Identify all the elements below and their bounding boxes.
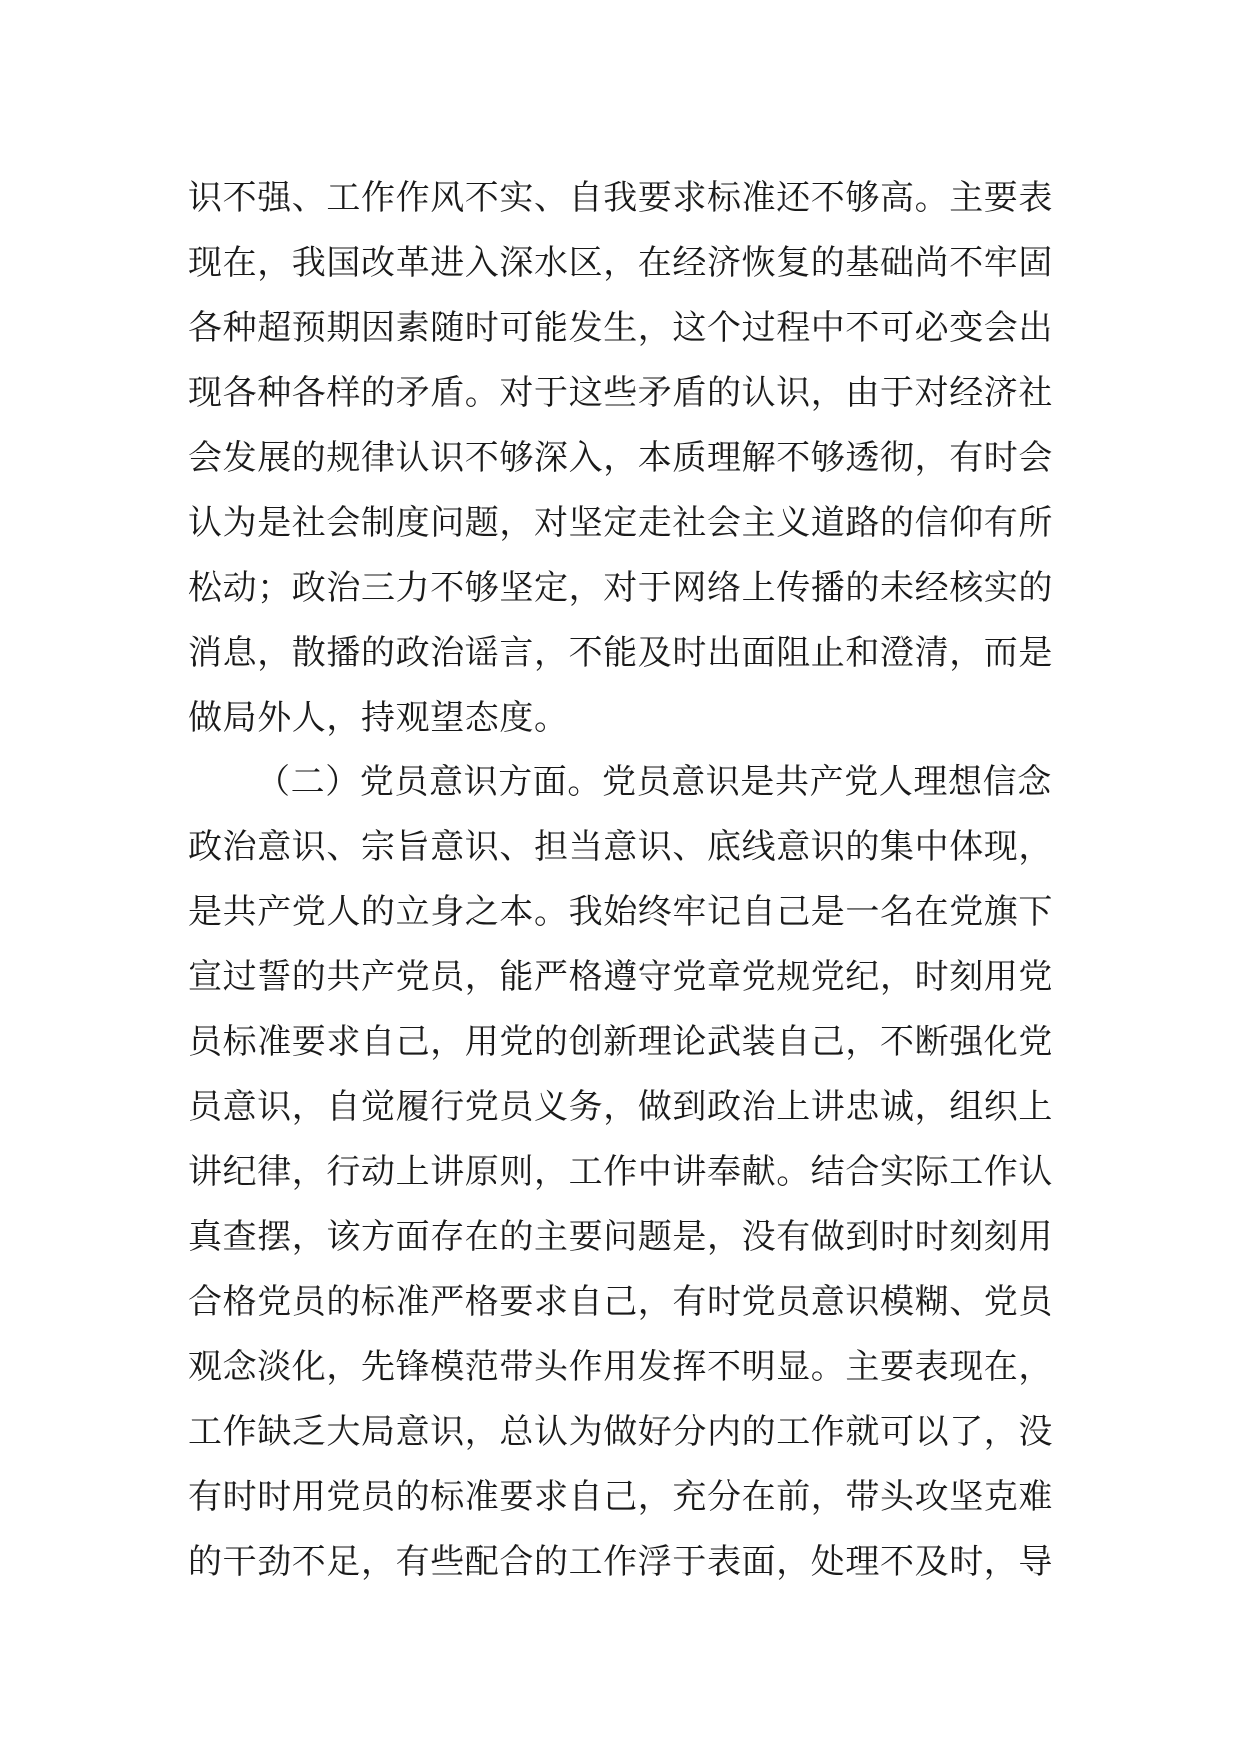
- text-line: 员标准要求自己，用党的创新理论武装自己，不断强化党: [188, 1022, 1053, 1062]
- text-line: 松动；政治三力不够坚定，对于网络上传播的未经核实的: [188, 568, 1053, 608]
- paragraph-1: [188, 166, 1054, 751]
- text-line: 有时时用党员的标准要求自己，充分在前，带头攻坚克难: [188, 1477, 1053, 1517]
- text-line: 会发展的规律认识不够深入，本质理解不够透彻，有时会: [188, 438, 1053, 478]
- text-line: 现在，我国改革进入深水区，在经济恢复的基础尚不牢固: [188, 243, 1053, 283]
- text-line: 工作缺乏大局意识，总认为做好分内的工作就可以了，没: [188, 1412, 1053, 1452]
- text-line: 宣过誓的共产党员，能严格遵守党章党规党纪，时刻用党: [188, 957, 1053, 997]
- text-line: 观念淡化，先锋模范带头作用发挥不明显。主要表现在，: [188, 1347, 1053, 1387]
- text-line: 讲纪律，行动上讲原则，工作中讲奉献。结合实际工作认: [188, 1152, 1053, 1192]
- text-line: 各种超预期因素随时可能发生，这个过程中不可必变会出: [188, 308, 1053, 348]
- text-line: 合格党员的标准严格要求自己，有时党员意识模糊、党员: [188, 1282, 1053, 1322]
- text-line: 政治意识、宗旨意识、担当意识、底线意识的集中体现，: [188, 827, 1053, 867]
- text-line: 是共产党人的立身之本。我始终牢记自己是一名在党旗下: [188, 892, 1053, 932]
- text-line: 真查摆，该方面存在的主要问题是，没有做到时时刻刻用: [188, 1217, 1053, 1257]
- text-line: 认为是社会制度问题，对坚定走社会主义道路的信仰有所: [188, 503, 1053, 543]
- text-line: 现各种各样的矛盾。对于这些矛盾的认识，由于对经济社: [188, 373, 1053, 413]
- section-heading-line: （二）党员意识方面。党员意识是共产党人理想信念: [256, 762, 1052, 802]
- text-line: 的干劲不足，有些配合的工作浮于表面，处理不及时，导: [188, 1542, 1053, 1582]
- text-line: 消息，散播的政治谣言，不能及时出面阻止和澄清，而是: [188, 633, 1053, 673]
- text-line: 识不强、工作作风不实、自我要求标准还不够高。主要表: [188, 178, 1053, 218]
- paragraph-2: [188, 750, 1054, 1595]
- text-line: 员意识，自觉履行党员义务，做到政治上讲忠诚，组织上: [188, 1087, 1053, 1127]
- text-line: 做局外人，持观望态度。: [188, 698, 569, 738]
